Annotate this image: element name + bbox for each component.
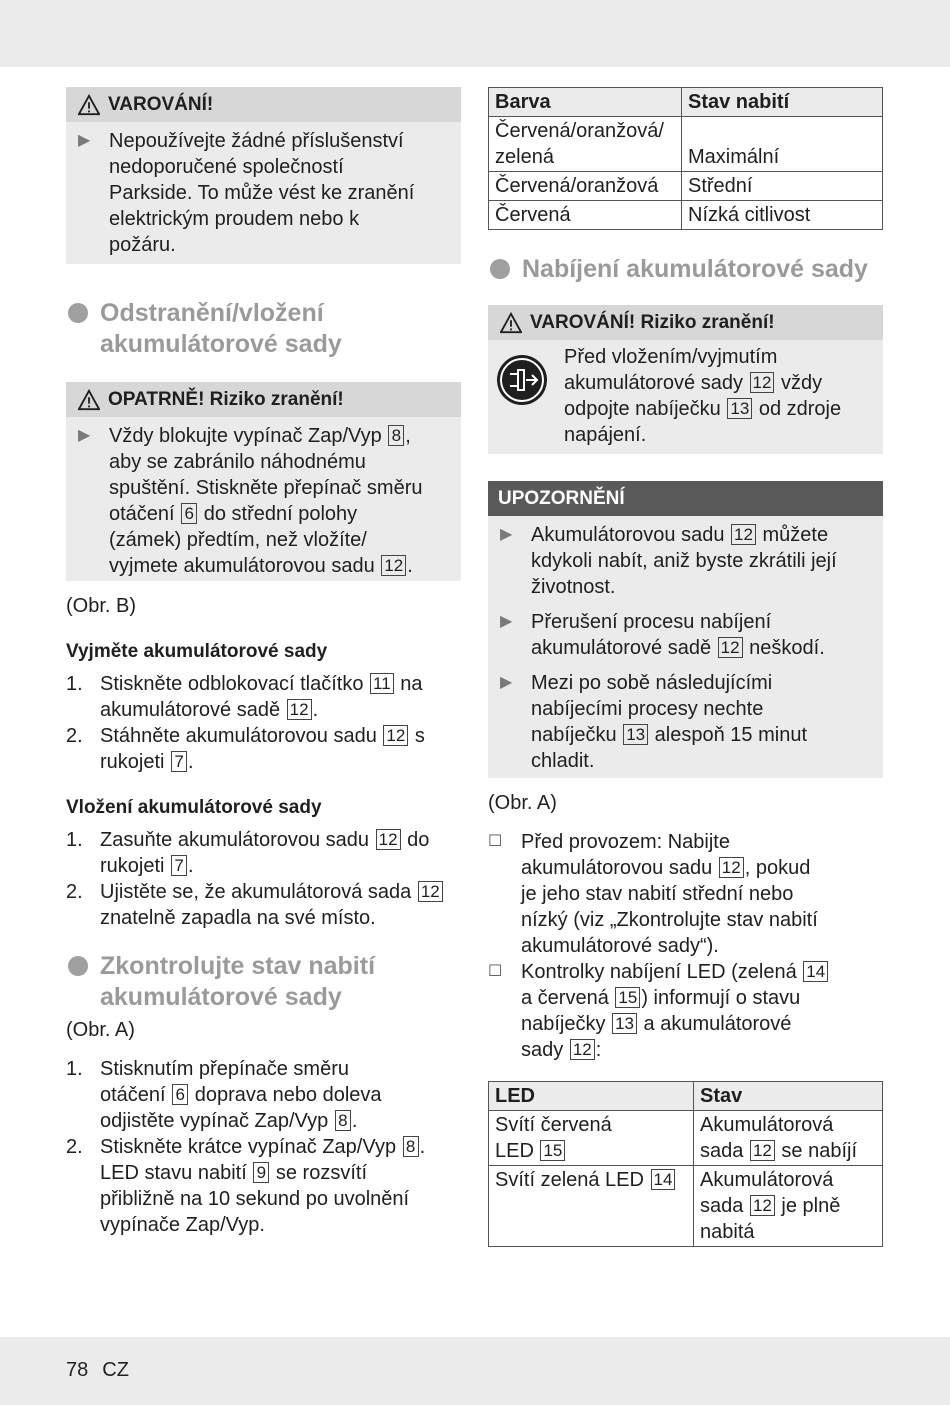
text: akumulátorovou sadu [521, 857, 713, 879]
text-line: Před provozem: Nabijte [521, 831, 730, 853]
warning-triangle-icon [500, 312, 522, 334]
ref-number: 12 [287, 699, 312, 720]
text: . [188, 855, 194, 877]
text-line: požáru. [109, 234, 176, 256]
table-row [489, 1166, 883, 1247]
text: doprava nebo doleva [194, 1084, 382, 1106]
table-cell: Nízká citlivost [682, 201, 883, 230]
figure-reference: (Obr. A) [488, 792, 557, 814]
text-line: Mezi po sobě následujícími [531, 672, 773, 694]
text: je plně [781, 1195, 841, 1217]
text-line: spuštění. Stiskněte přepínač směru [109, 477, 423, 499]
text-line: Stisknutím přepínače směru [100, 1058, 349, 1080]
text-line: chladit. [531, 750, 595, 772]
cell-line: nabitá [700, 1221, 755, 1243]
text: můžete [762, 524, 829, 546]
checkbox-icon: ☐ [488, 963, 503, 980]
text: do střední polohy [203, 503, 358, 525]
column-header: Stav [694, 1082, 883, 1111]
text: Ujistěte se, že akumulátorová sada [100, 881, 412, 903]
text: otáčení [109, 503, 175, 525]
bullet-text [109, 128, 449, 258]
text-line: životnost. [531, 576, 616, 598]
table-row [489, 117, 883, 172]
ref-number: 6 [181, 503, 197, 524]
figure-reference: (Obr. A) [66, 1019, 135, 1041]
ref-number: 8 [335, 1110, 351, 1131]
remove-steps [66, 671, 461, 775]
warning-triangle-icon [78, 94, 100, 116]
page-footer [66, 1359, 129, 1382]
ref-number: 6 [172, 1084, 188, 1105]
section-heading-check-charge [66, 951, 461, 1013]
ref-number: 15 [540, 1140, 565, 1161]
text-line: aby se zabránilo náhodnému [109, 451, 366, 473]
text: . [188, 751, 194, 773]
warning-header [66, 87, 461, 122]
list-item [66, 671, 461, 723]
text-line: je jeho stav nabití střední nebo [521, 883, 794, 905]
ref-number: 13 [727, 398, 752, 419]
list-item [66, 1056, 461, 1134]
table-cell [489, 1111, 694, 1166]
notice-box [488, 481, 883, 778]
text: od zdroje [758, 398, 842, 420]
ref-number: 12 [376, 829, 401, 850]
heading-line: Odstranění/vložení [100, 299, 324, 327]
section-bullet-icon [68, 956, 88, 976]
ref-number: 7 [171, 751, 187, 772]
subheading-insert: Vložení akumulátorové sady [66, 797, 322, 818]
ref-number: 7 [171, 855, 187, 876]
operation-steps [488, 829, 883, 1063]
caution-box [66, 382, 461, 581]
text: Akumulátorovou sadu [531, 524, 725, 546]
ref-number: 12 [718, 637, 743, 658]
text: na [400, 673, 423, 695]
heading-line: Nabíjení akumulátorové sady [522, 255, 868, 283]
table-cell: Červená [489, 201, 682, 230]
text: do [407, 829, 430, 851]
cell-line: Červená/oranžová/ [495, 120, 664, 142]
table-row [489, 1111, 883, 1166]
subheading-remove: Vyjměte akumulátorové sady [66, 641, 328, 662]
text-line: vypínače Zap/Vyp. [100, 1214, 265, 1236]
text-line: nízký (viz „Zkontrolujte stav nabití [521, 909, 818, 931]
text-line: znatelně zapadla na své místo. [100, 907, 376, 929]
text: Stiskněte odblokovací tlačítko [100, 673, 364, 695]
text: Zasuňte akumulátorovou sadu [100, 829, 370, 851]
table-cell [489, 117, 682, 172]
text: odjistěte vypínač Zap/Vyp [100, 1110, 329, 1132]
text: . [312, 699, 319, 721]
figure-reference: (Obr. B) [66, 595, 137, 617]
text: . [407, 555, 413, 577]
text: rukojeti [100, 751, 165, 773]
text-line: Přerušení procesu nabíjení [531, 611, 772, 633]
heading-line: akumulátorové sady [100, 983, 342, 1011]
text-line: nabíjecími procesy nechte [531, 698, 764, 720]
text: , [405, 425, 411, 447]
section-bullet-icon [490, 259, 510, 279]
section-heading-remove-insert [66, 298, 461, 360]
text: Vždy blokujte vypínač Zap/Vyp [109, 425, 382, 447]
cell-line: Akumulátorová [700, 1114, 834, 1136]
ref-number: 12 [750, 1140, 775, 1161]
step-number: 2. [66, 725, 83, 747]
text: sada [700, 1195, 744, 1217]
text: nabíječku [531, 724, 617, 746]
text: neškodí. [749, 637, 825, 659]
ref-number: 12 [570, 1039, 595, 1060]
play-arrow-icon: ▶ [78, 427, 91, 444]
top-band [0, 0, 950, 67]
text: otáčení [100, 1084, 166, 1106]
language-code: CZ [102, 1359, 129, 1381]
text: a akumulátorové [643, 1013, 792, 1035]
table-cell: Střední [682, 172, 883, 201]
text: Kontrolky nabíjení LED (zelená [521, 961, 797, 983]
text: alespoň 15 minut [654, 724, 807, 746]
ref-number: 8 [403, 1136, 419, 1157]
play-arrow-icon: ▶ [500, 613, 513, 630]
charge-status-table [488, 87, 883, 230]
ref-number: 13 [623, 724, 648, 745]
text: se nabíjí [781, 1140, 858, 1162]
ref-number: 13 [612, 1013, 637, 1034]
heading-line: akumulátorové sady [100, 330, 342, 358]
step-number: 2. [66, 1136, 83, 1158]
led-status-table [488, 1081, 883, 1247]
text: s [414, 725, 425, 747]
text-line: nedoporučené společností [109, 156, 344, 178]
caution-header [66, 382, 461, 417]
list-item [66, 827, 461, 879]
step-number: 1. [66, 829, 83, 851]
step-number: 1. [66, 673, 83, 695]
right-column [488, 87, 883, 1247]
warning-title: VAROVÁNÍ! Riziko zranění! [530, 312, 775, 333]
ref-number: 12 [381, 555, 406, 576]
ref-number: 12 [719, 857, 744, 878]
ref-number: 11 [370, 673, 394, 694]
warning-text [564, 344, 841, 448]
left-column [66, 87, 461, 1238]
section-heading-charging [488, 254, 883, 285]
text: ) informují o stavu [641, 987, 801, 1009]
table-row [489, 172, 883, 201]
text-line: Nepoužívejte žádné příslušenství [109, 130, 404, 152]
column-header: Barva [489, 88, 682, 117]
text: se rozsvítí [275, 1162, 368, 1184]
list-item [66, 417, 461, 581]
step-number: 1. [66, 1058, 83, 1080]
unplug-charger-icon [496, 354, 548, 406]
ref-number: 12 [750, 1195, 775, 1216]
warning-body [488, 340, 883, 454]
table-header-row [489, 1082, 883, 1111]
text: a červená [521, 987, 609, 1009]
table-cell [694, 1111, 883, 1166]
table-cell [489, 1166, 694, 1247]
text: LED stavu nabití [100, 1162, 247, 1184]
cell-line: zelená [495, 146, 554, 168]
ref-number: 14 [803, 961, 828, 982]
table-row [489, 201, 883, 230]
text-line: elektrickým proudem nebo k [109, 208, 360, 230]
text-line: akumulátorové sady“). [521, 935, 719, 957]
ref-number: 8 [388, 425, 404, 446]
text: sada [700, 1140, 744, 1162]
text-line: kdykoli nabít, aniž byste zkrátili její [531, 550, 837, 572]
text: nabíječky [521, 1013, 606, 1035]
text: , pokud [744, 857, 811, 879]
heading-line: Zkontrolujte stav nabití [100, 952, 376, 980]
list-item [488, 661, 883, 774]
ref-number: 12 [750, 372, 775, 393]
list-item [66, 122, 461, 264]
play-arrow-icon: ▶ [500, 526, 513, 543]
warning-box-charger [488, 305, 883, 454]
ref-number: 15 [615, 987, 640, 1008]
list-item [66, 723, 461, 775]
play-arrow-icon: ▶ [500, 674, 513, 691]
list-item [66, 879, 461, 931]
text: Stáhněte akumulátorovou sadu [100, 725, 377, 747]
cell-line: Svítí červená [495, 1114, 612, 1136]
insert-steps [66, 827, 461, 931]
text-line: (zámek) předtím, než vložíte/ [109, 529, 367, 551]
ref-number: 9 [253, 1162, 269, 1183]
text-line: přibližně na 10 sekund po uvolnění [100, 1188, 410, 1210]
text-line: napájení. [564, 424, 647, 446]
page-number: 78 [66, 1359, 89, 1381]
ref-number: 12 [418, 881, 443, 902]
text: vždy [781, 372, 823, 394]
section-bullet-icon [68, 303, 88, 323]
text: akumulátorové sadě [100, 699, 281, 721]
list-item [488, 959, 883, 1063]
table-header-row [489, 88, 883, 117]
column-header: LED [489, 1082, 694, 1111]
checkbox-icon: ☐ [488, 833, 503, 850]
warning-title: VAROVÁNÍ! [108, 94, 214, 115]
text: vyjmete akumulátorovou sadu [109, 555, 375, 577]
text: rukojeti [100, 855, 165, 877]
list-item [488, 600, 883, 661]
table-cell [694, 1166, 883, 1247]
text: Svítí zelená LED [495, 1169, 644, 1191]
text: . [419, 1136, 426, 1158]
text: odpojte nabíječku [564, 398, 721, 420]
table-cell: Maximální [682, 117, 883, 172]
table-cell: Červená/oranžová [489, 172, 682, 201]
text: : [595, 1039, 602, 1061]
column-header: Stav nabití [682, 88, 883, 117]
text-line: Parkside. To může vést ke zranění [109, 182, 415, 204]
play-arrow-icon: ▶ [78, 132, 91, 149]
text-line: Před vložením/vyjmutím [564, 346, 778, 368]
step-number: 2. [66, 881, 83, 903]
warning-box-accessories [66, 87, 461, 264]
text: . [351, 1110, 358, 1132]
cell-line: Akumulátorová [700, 1169, 834, 1191]
warning-header [488, 305, 883, 340]
ref-number: 12 [383, 725, 408, 746]
caution-title: OPATRNĚ! Riziko zranění! [108, 389, 344, 410]
text: LED [495, 1140, 534, 1162]
list-item [488, 829, 883, 959]
check-steps [66, 1056, 461, 1238]
notice-header: UPOZORNĚNÍ [488, 481, 883, 516]
list-item [488, 516, 883, 600]
text: Stiskněte krátce vypínač Zap/Vyp [100, 1136, 397, 1158]
ref-number: 14 [651, 1169, 676, 1190]
bullet-text [109, 423, 449, 579]
text: akumulátorové sady [564, 372, 743, 394]
warning-triangle-icon [78, 389, 100, 411]
text: akumulátorové sadě [531, 637, 712, 659]
ref-number: 12 [731, 524, 756, 545]
bottom-band [0, 1337, 950, 1405]
text: sady [521, 1039, 564, 1061]
list-item [66, 1134, 461, 1238]
